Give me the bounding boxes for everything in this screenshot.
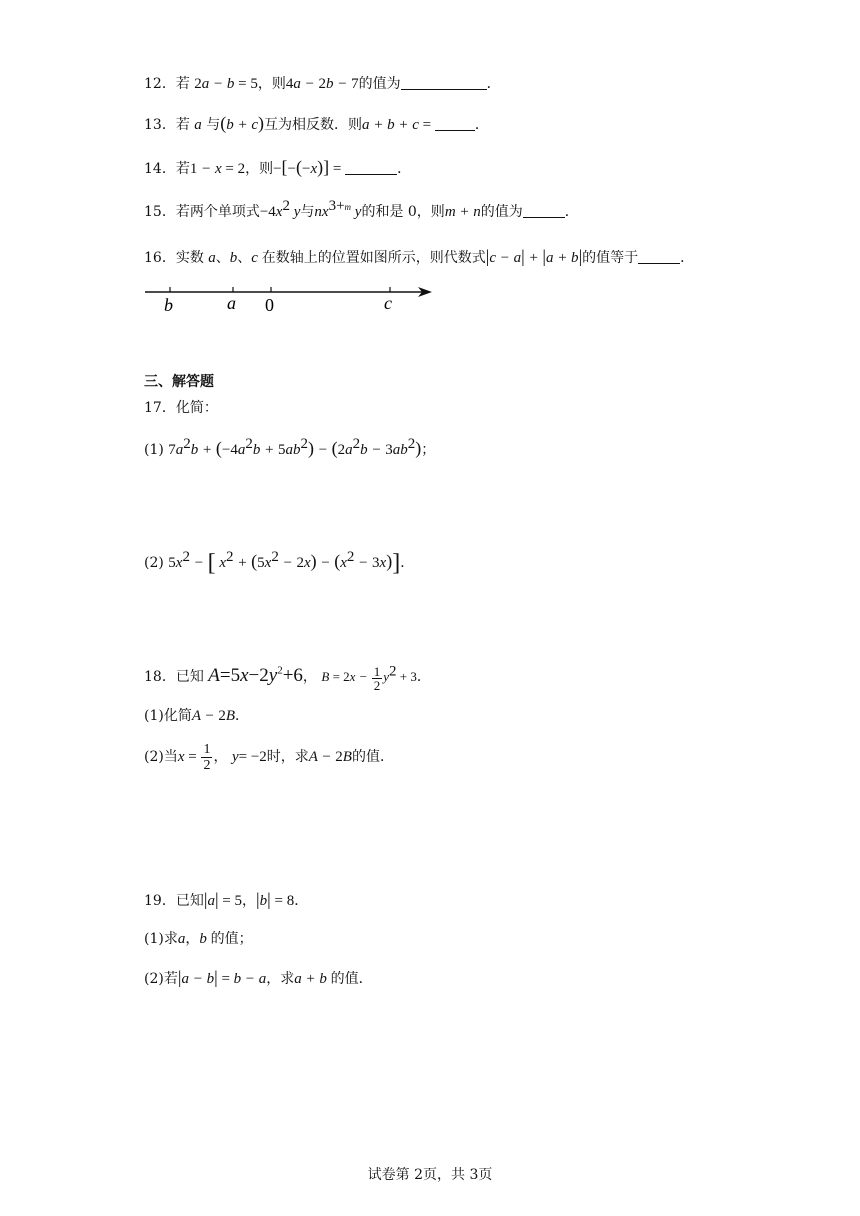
q12-text-2: ，则 <box>257 76 286 92</box>
q19-text-1: 已知 <box>175 893 204 909</box>
q13-expr-bc: (b + c) <box>220 113 265 133</box>
q16-text-3: 在数轴上的位置如图所示，则代数式 <box>261 250 486 266</box>
q13-number: 13． <box>144 117 176 133</box>
q18-p2-label: (2)当 <box>144 748 178 765</box>
q18-expr-A: $A=5x-2y^2+6$ <box>208 664 303 686</box>
label-a: a <box>227 293 236 313</box>
q17-p1-label: (1) <box>144 442 164 458</box>
q19-p2-text-2: ，求 <box>266 971 295 987</box>
q12-end: ． <box>486 76 501 92</box>
question-16 <box>144 246 694 268</box>
q17-p2-end: ． <box>400 555 415 571</box>
q16-text-4: 的值等于 <box>582 250 639 266</box>
q12-text-3: 的值为 <box>358 76 401 92</box>
q19-p1-var-b: b <box>199 931 211 947</box>
question-18 <box>144 664 431 692</box>
q18-p2-expression: A − 2B <box>308 748 352 765</box>
q19-p2-label: (2)若 <box>144 971 178 987</box>
q12-answer-blank[interactable] <box>401 75 487 90</box>
q14-number: 14． <box>144 161 176 177</box>
q18-p2-sep: ， <box>213 748 228 765</box>
q12-expression: 4a − 2b − 7 <box>285 76 359 92</box>
q18-end: ． <box>416 669 431 685</box>
q14-answer-blank[interactable] <box>345 160 397 175</box>
q15-monomial-1: $-4x^2$ y <box>259 198 301 220</box>
q17-number: 17． <box>144 400 176 416</box>
number-line-figure <box>140 282 440 316</box>
page-footer: 试卷第 2页，共 3页 <box>367 1167 493 1183</box>
q19-p2-condition: |a − b| = b − a <box>177 967 267 987</box>
q16-var-c: c <box>251 250 262 266</box>
q17-p1-end: ； <box>421 442 436 458</box>
q15-expression: m + n <box>444 204 481 220</box>
q19-cond-b: |b| = 8 <box>256 889 295 909</box>
q17-title-text: 化简： <box>175 400 218 416</box>
q18-expr-B: B = 2x − $\frac{1}{2}$ $y^2 + 3$ <box>321 663 417 693</box>
question-15 <box>144 198 579 222</box>
question-12 <box>144 74 501 94</box>
label-c: c <box>384 293 392 313</box>
q16-expression: |c − a| + |a + b| <box>485 246 583 266</box>
question-17-part-1 <box>144 438 435 460</box>
q16-var-b: b <box>229 250 238 266</box>
q13-end: ． <box>474 117 489 133</box>
q19-sep: ， <box>242 893 257 909</box>
q18-p1-end: ． <box>235 708 250 724</box>
q17-p1-expression: $7a^2b + (-4a^2b + 5ab^2) - (2a^2b - 3ab^2)$ <box>168 436 422 458</box>
q19-p1-sep: ， <box>185 931 200 947</box>
q19-p1-text-2: 的值； <box>210 931 253 947</box>
q15-text-1: 若两个单项式 <box>175 204 260 220</box>
q14-condition: 1 − x = 2 <box>189 161 246 177</box>
q19-p2-text-3: 的值． <box>330 971 373 987</box>
question-17-title <box>144 398 218 418</box>
q15-number: 15． <box>144 204 176 220</box>
q18-p2-y-value: y= −2 <box>231 748 267 765</box>
q19-p2-expression: a + b <box>294 971 331 987</box>
q14-text-2: ，则 <box>245 161 274 177</box>
q13-equals: = <box>418 117 435 133</box>
q19-p1-label: (1)求 <box>144 931 178 947</box>
q15-answer-blank[interactable] <box>523 203 565 218</box>
q18-text-1: 已知 <box>175 669 204 685</box>
q17-p2-label: (2) <box>144 555 164 571</box>
q16-answer-blank[interactable] <box>638 249 680 264</box>
q12-condition: 2a − b = 5 <box>194 76 258 92</box>
q18-p2-text-2: 时，求 <box>266 748 309 765</box>
label-zero: 0 <box>265 295 274 315</box>
question-14 <box>144 157 411 179</box>
q17-p2-expression: $5x^2$ − [ $x^2 + (5x^2 - 2x) - (x^2 - 3x)$] <box>168 549 401 576</box>
question-19-part-1 <box>144 929 253 949</box>
q13-text-3: 互为相反数．则 <box>264 117 363 133</box>
q18-sep: ， <box>302 669 317 685</box>
question-18-part-1 <box>144 706 249 726</box>
q12-number: 12． <box>144 76 176 92</box>
q15-text-3: 的和是 0，则 <box>361 204 445 220</box>
q14-expression: −[−(−x)] <box>273 157 330 177</box>
section-title: 三、解答题 <box>144 374 214 390</box>
q16-sep-1: 、 <box>215 250 230 266</box>
q19-end: ． <box>294 893 309 909</box>
q18-p2-x-value: x = $\frac{1}{2}$ <box>177 742 211 773</box>
q12-text-1: 若 <box>175 76 190 92</box>
q16-text-1: 实数 <box>175 250 209 266</box>
q16-end: ． <box>680 250 695 266</box>
q15-text-2: 与 <box>300 204 315 220</box>
q18-p1-expression: A − 2B <box>191 708 236 724</box>
q13-expr-sum: a + b + c <box>362 117 419 133</box>
q15-end: ． <box>564 204 579 220</box>
q13-var-a: a <box>194 117 202 133</box>
question-19 <box>144 889 308 911</box>
label-b: b <box>164 295 173 315</box>
q15-monomial-2: $nx^{3+m}$ y <box>314 198 362 220</box>
q19-cond-a: |a| = 5 <box>203 889 243 909</box>
q13-text-2: 与 <box>201 117 221 133</box>
q16-number: 16． <box>144 250 176 266</box>
q15-text-4: 的值为 <box>480 204 523 220</box>
question-19-part-2 <box>144 967 373 989</box>
q14-equals: = <box>329 161 346 177</box>
q16-sep-2: 、 <box>237 250 252 266</box>
q13-answer-blank[interactable] <box>435 116 475 131</box>
q18-number: 18． <box>144 669 176 685</box>
question-18-part-2 <box>144 742 394 773</box>
q16-var-a: a <box>208 250 216 266</box>
q13-text-1: 若 <box>175 117 195 133</box>
q18-p1-label: (1)化简 <box>144 708 192 724</box>
q14-text-1: 若 <box>175 161 190 177</box>
q19-p1-var-a: a <box>177 931 186 947</box>
q14-end: ． <box>397 161 412 177</box>
q18-p2-text-3: 的值． <box>351 748 394 765</box>
q19-number: 19． <box>144 893 176 909</box>
question-13 <box>144 113 489 135</box>
question-17-part-2 <box>144 549 415 576</box>
